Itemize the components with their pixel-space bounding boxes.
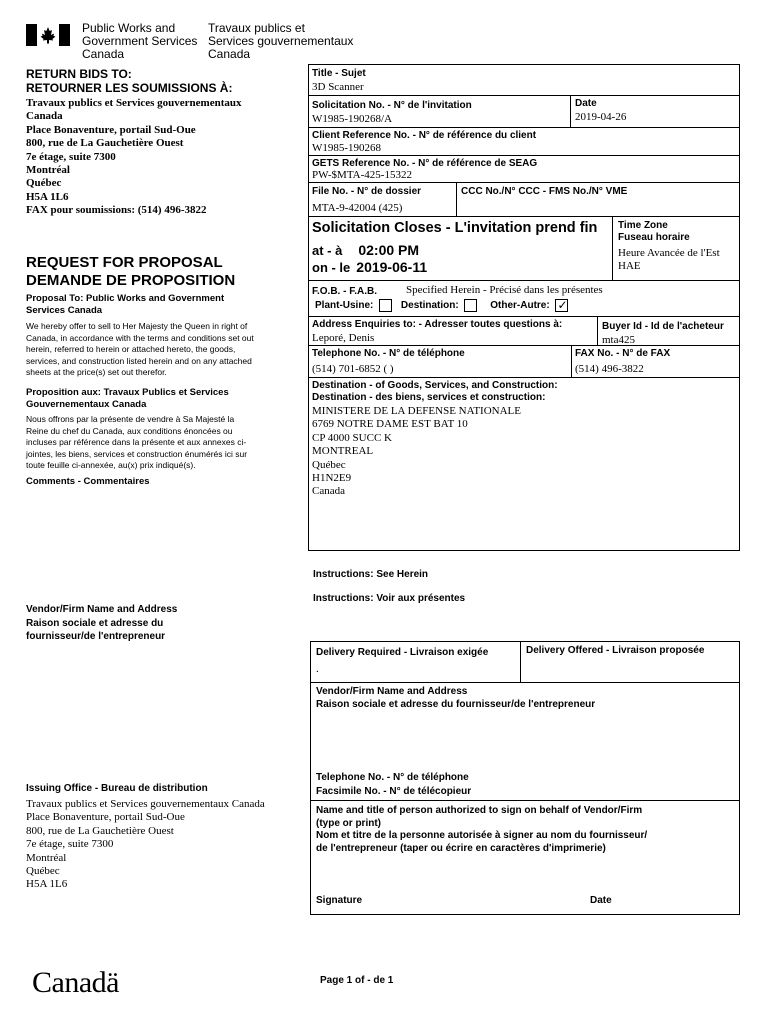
gets-ref-value: PW-$MTA-425-15322: [312, 169, 412, 181]
title-value: 3D Scanner: [312, 81, 364, 93]
delivery-required-value[interactable]: .: [316, 663, 319, 675]
ccc-no-label: CCC No./N° CCC - FMS No./N° VME: [461, 186, 628, 197]
return-bids-title: RETURN BIDS TO: RETOURNER LES SOUMISSIONS À:: [26, 67, 233, 95]
solicitation-closes-label: Solicitation Closes - L'invitation prend fin: [312, 220, 598, 236]
rfp-title: REQUEST FOR PROPOSAL DEMANDE DE PROPOSITION: [26, 254, 236, 289]
destination-address: MINISTERE DE LA DEFENSE NATIONALE 6769 NOTRE DAME EST BAT 10 CP 4000 SUCC K MONTREAL Québec H1N2E9 Canada: [312, 405, 521, 498]
delivery-offered-label: Delivery Offered - Livraison proposée: [526, 645, 705, 656]
time-zone-value: Heure Avancée de l'Est HAE: [618, 247, 720, 272]
closing-date: on - le 2019-06-11: [312, 259, 428, 275]
return-bids-address: Travaux publics et Services gouvernementaux Canada Place Bonaventure, portail Sud-Oue 800, rue de La Gauchetière Ouest 7e étage, suite 7300 Montréal Québec H5A 1L6 FAX pour soumissions: (514) 496-3822: [26, 97, 242, 217]
solicitation-label: Solicitation No. - N° de l'invitation: [312, 100, 472, 111]
solicitation-value: W1985-190268/A: [312, 113, 393, 125]
proposition-aux: Proposition aux: Travaux Publics et Services Gouvernementaux Canada: [26, 387, 229, 410]
proposal-to: Proposal To: Public Works and Government Services Canada: [26, 293, 225, 316]
page-number: Page 1 of - de 1: [320, 975, 394, 986]
address-enquiries-label: Address Enquiries to: - Adresser toutes questions à:: [312, 319, 563, 330]
telephone-value: (514) 701-6852 ( ): [312, 363, 394, 375]
date-value: 2019-04-26: [575, 111, 627, 123]
department-name-en: Public Works and Government Services Canada: [82, 21, 198, 61]
vendor-left-label: Vendor/Firm Name and Address Raison sociale et adresse du fournisseur/de l'entrepreneur: [26, 604, 178, 642]
issuing-office-address: Travaux publics et Services gouvernementaux Canada Place Bonaventure, portail Sud-Oue 800, rue de La Gauchetière Ouest 7e étage, suite 7300 Montréal Québec H5A 1L6: [26, 798, 265, 891]
signature-label: Signature: [316, 895, 363, 906]
comments-label: Comments - Commentaires: [26, 476, 150, 487]
destination-checkbox[interactable]: [464, 299, 477, 312]
gets-ref-label: GETS Reference No. - N° de référence de SEAG: [312, 158, 538, 169]
authorized-person-label: Name and title of person authorized to sign on behalf of Vendor/Firm (type or print) Nom et titre de la personne autorisée à signer au nom du fournisseur/ de l'entrepreneur (taper ou écrire en caractères d'imprimerie): [316, 805, 648, 854]
fob-label: F.O.B. - F.A.B.: [312, 286, 377, 297]
vendor-phone-label: Telephone No. - N° de téléphone Facsimile No. - N° de télécopieur: [316, 772, 472, 797]
canada-wordmark: Canadä: [32, 966, 119, 999]
department-name-fr: Travaux publics et Services gouvernementaux Canada: [208, 21, 354, 61]
fob-options: Plant-Usine: Destination: Other-Autre: ✓: [315, 298, 568, 312]
title-label: Title - Sujet: [312, 68, 366, 79]
file-no-label: File No. - N° de dossier: [312, 186, 422, 197]
date-label: Date: [575, 98, 597, 109]
telephone-label: Telephone No. - N° de téléphone: [312, 348, 465, 359]
buyer-id-value: mta425: [602, 334, 635, 346]
instructions-en: Instructions: See Herein: [313, 569, 429, 580]
fax-value: (514) 496-3822: [575, 363, 644, 375]
offer-text-fr: Nous offrons par la présente de vendre à Sa Majesté la Reine du chef du Canada, aux conditions énoncées ou incluses par référence dans la présente et aux annexes ci-jointes, les biens, services et construction énumérés ici sur toute feuille ci-annexée, au(x) prix indiqué(s).: [26, 414, 248, 471]
plant-checkbox[interactable]: [379, 299, 392, 312]
file-no-value: MTA-9-42004 (425): [312, 202, 403, 214]
other-checkbox[interactable]: [555, 299, 568, 312]
time-zone-label: Time Zone Fuseau horaire: [618, 220, 690, 243]
fob-value: Specified Herein - Précisé dans les présentes: [406, 284, 603, 296]
delivery-required-label: Delivery Required - Livraison exigée: [316, 647, 489, 658]
client-ref-value: W1985-190268: [312, 142, 382, 154]
buyer-id-label: Buyer Id - Id de l'acheteur: [602, 321, 724, 332]
client-ref-label: Client Reference No. - N° de référence du client: [312, 130, 537, 141]
fax-label: FAX No. - N° de FAX: [575, 348, 671, 359]
closing-time: at - à 02:00 PM: [312, 242, 420, 258]
offer-text-en: We hereby offer to sell to Her Majesty the Queen in right of Canada, in accordance with the terms and conditions set out herein, referred to herein or attached hereto, the goods, services, and construction listed herein and on any attached sheets at the price(s) set out therefor.: [26, 321, 254, 378]
destination-goods-label: Destination - of Goods, Services, and Construction: Destination - des biens, services et construction:: [312, 380, 558, 403]
canada-flag-icon: [26, 24, 70, 46]
vendor-name-label: Vendor/Firm Name and Address Raison sociale et adresse du fournisseur/de l'entrepreneur: [316, 686, 596, 710]
address-enquiries-value: Leporé, Denis: [312, 332, 375, 344]
instructions-fr: Instructions: Voir aux présentes: [313, 593, 466, 604]
signature-date-label: Date: [590, 895, 612, 906]
issuing-office-title: Issuing Office - Bureau de distribution: [26, 783, 208, 794]
checkmark-icon: ✓: [557, 298, 568, 312]
